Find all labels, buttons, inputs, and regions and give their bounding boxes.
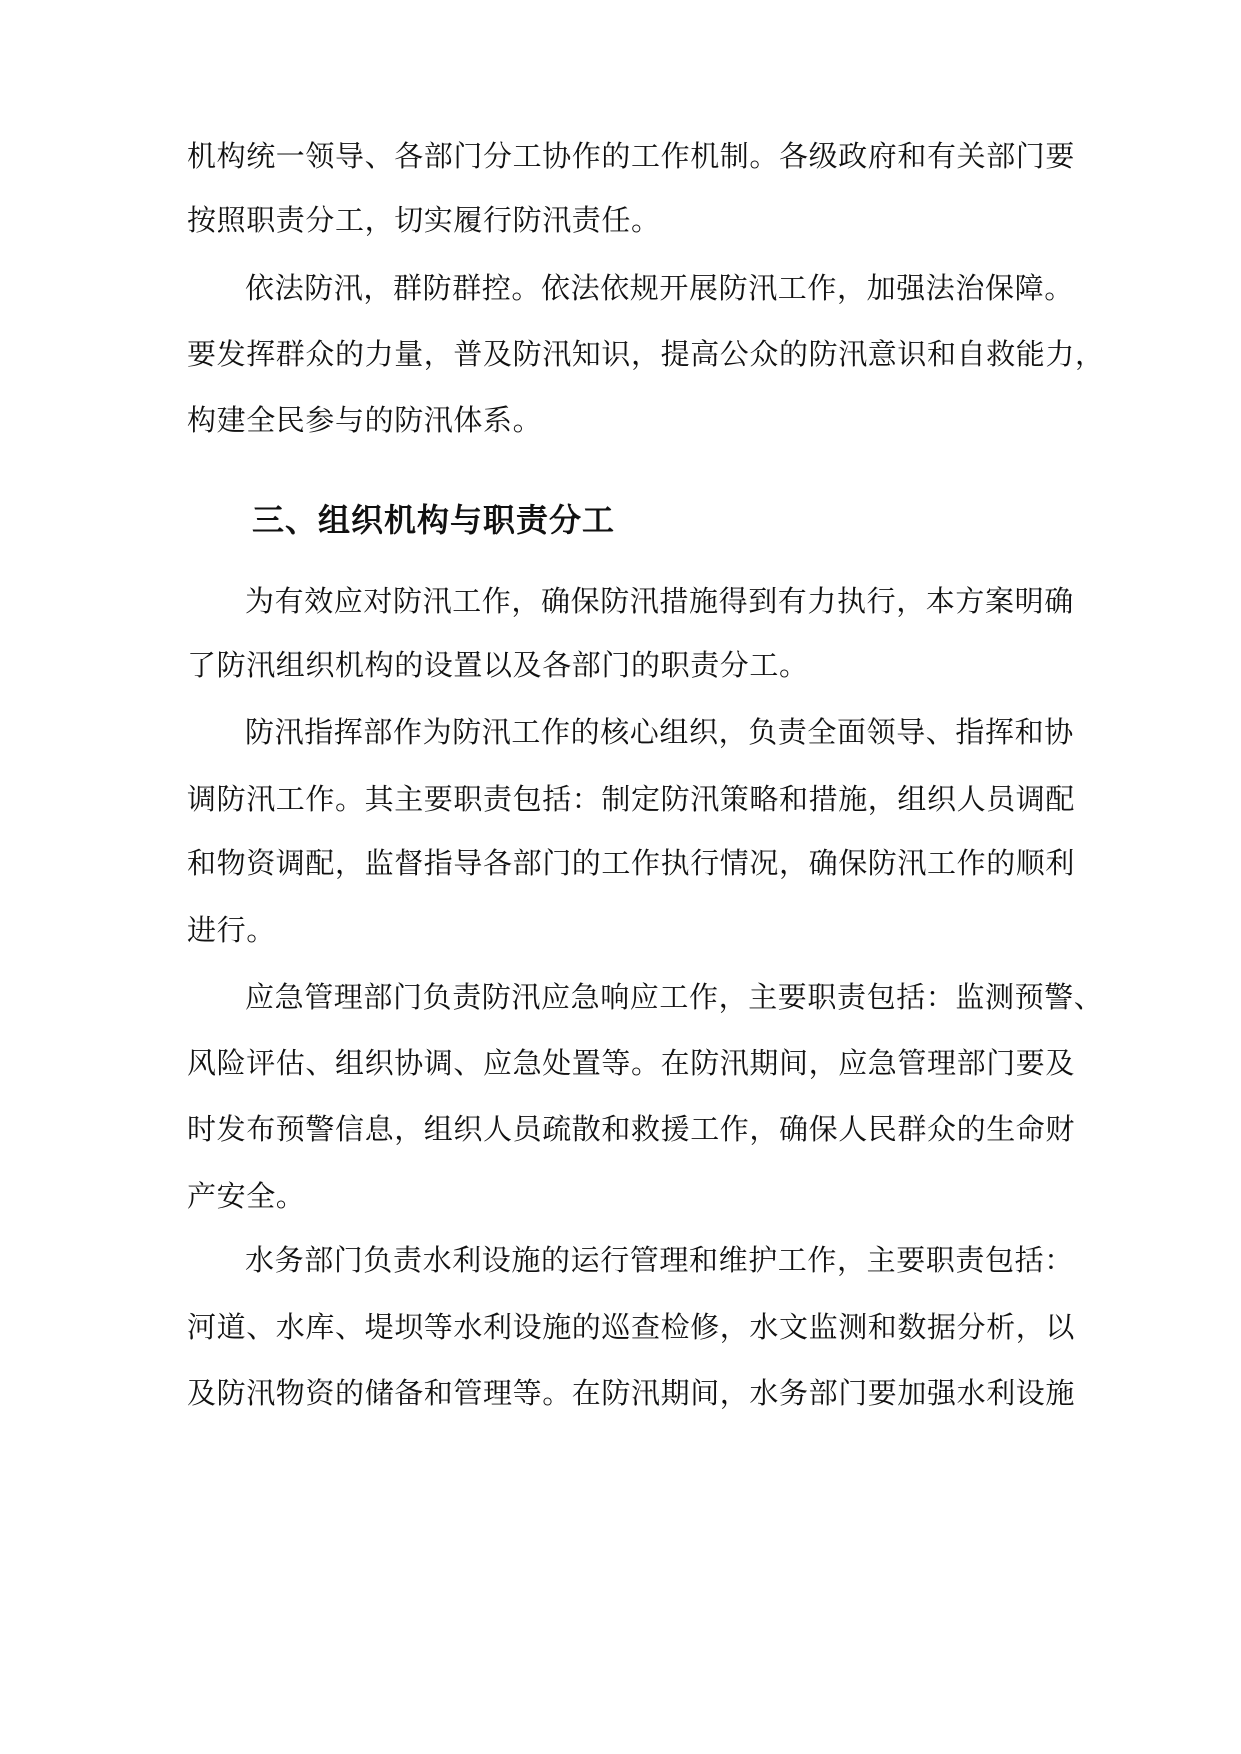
paragraph-line: 构建全民参与的防汛体系。 [187,403,543,437]
paragraph-line: 调防汛工作。其主要职责包括：制定防汛策略和措施，组织人员调配 [187,782,1076,816]
paragraph-line: 按照职责分工，切实履行防汛责任。 [187,203,661,237]
paragraph-line: 和物资调配，监督指导各部门的工作执行情况，确保防汛工作的顺利 [187,846,1076,880]
section-heading: 三、组织机构与职责分工 [252,501,616,539]
paragraph-line: 时发布预警信息，组织人员疏散和救援工作，确保人民群众的生命财 [187,1112,1076,1146]
paragraph-line: 风险评估、组织协调、应急处置等。在防汛期间，应急管理部门要及 [187,1046,1076,1080]
paragraph-line: 产安全。 [187,1179,306,1213]
paragraph-line: 机构统一领导、各部门分工协作的工作机制。各级政府和有关部门要 [187,139,1076,173]
paragraph-line: 防汛指挥部作为防汛工作的核心组织，负责全面领导、指挥和协 [245,715,1074,749]
paragraph-line: 河道、水库、堤坝等水利设施的巡查检修，水文监测和数据分析，以 [187,1310,1076,1344]
paragraph-line: 及防汛物资的储备和管理等。在防汛期间，水务部门要加强水利设施 [187,1376,1076,1410]
paragraph-line: 为有效应对防汛工作，确保防汛措施得到有力执行，本方案明确 [245,584,1074,618]
paragraph-line: 了防汛组织机构的设置以及各部门的职责分工。 [187,648,809,682]
paragraph-line: 要发挥群众的力量，普及防汛知识，提高公众的防汛意识和自救能力， [187,337,1105,371]
paragraph-line: 依法防汛，群防群控。依法依规开展防汛工作，加强法治保障。 [245,271,1074,305]
paragraph-line: 水务部门负责水利设施的运行管理和维护工作，主要职责包括： [245,1243,1074,1277]
paragraph-line: 进行。 [187,913,276,947]
paragraph-line: 应急管理部门负责防汛应急响应工作，主要职责包括：监测预警、 [245,980,1104,1014]
